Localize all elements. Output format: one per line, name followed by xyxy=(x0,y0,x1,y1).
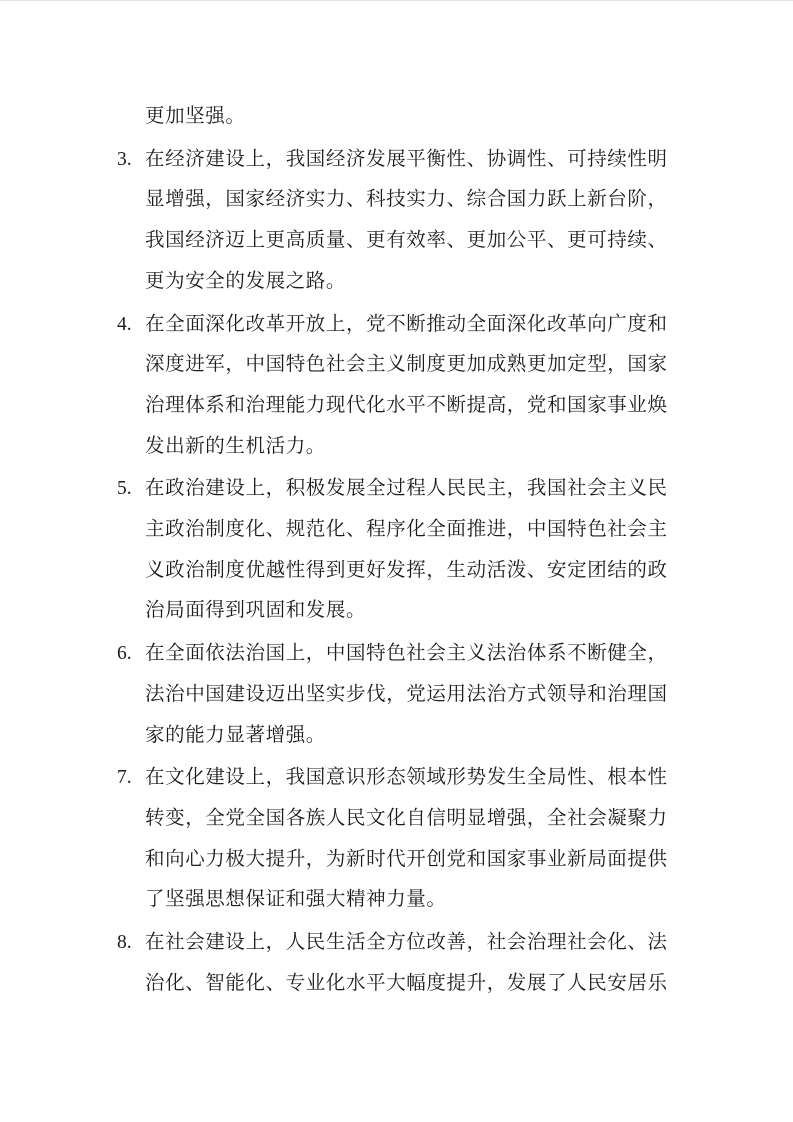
list-item-7 xyxy=(117,758,672,921)
list-item-4 xyxy=(117,305,672,468)
paragraph-continuation: 更加坚强。 xyxy=(145,106,246,127)
list-item-6 xyxy=(117,634,672,756)
list-item-text: 在经济建设上，我国经济发展平衡性、协调性、可持续性明显增强，国家经济实力、科技实力、综合国力跃上新台阶，我国经济迈上更高质量、更有效率、更加公平、更可持续、更为安全的发展之路。 xyxy=(145,148,668,292)
numbered-list xyxy=(117,140,672,1005)
list-item-text: 在全面深化改革开放上，党不断推动全面深化改革向广度和深度进军，中国特色社会主义制度更加成熟更加定型，国家治理体系和治理能力现代化水平不断提高，党和国家事业焕发出新的生机活力。 xyxy=(145,313,668,457)
list-item-number: 4. xyxy=(117,313,132,335)
list-item-number: 5. xyxy=(117,478,132,500)
list-item-number: 3. xyxy=(117,148,132,170)
list-item-text: 在政治建设上，积极发展全过程人民民主，我国社会主义民主政治制度化、规范化、程序化全面推进，中国特色社会主义政治制度优越性得到更好发挥，生动活泼、安定团结的政治局面得到巩固和发展。 xyxy=(145,478,668,622)
list-item-text: 在社会建设上，人民生活全方位改善，社会治理社会化、法治化、智能化、专业化水平大幅度提升，发展了人民安居乐 xyxy=(145,932,668,994)
list-item-8 xyxy=(117,923,672,1004)
list-item-text: 在文化建设上，我国意识形态领域形势发生全局性、根本性转变，全党全国各族人民文化自信明显增强，全社会凝聚力和向心力极大提升，为新时代开创党和国家事业新局面提供了坚强思想保证和强大精神力量。 xyxy=(145,767,668,911)
list-item-number: 8. xyxy=(117,932,132,954)
list-item-text: 在全面依法治国上，中国特色社会主义法治体系不断健全，法治中国建设迈出坚实步伐，党运用法治方式领导和治理国家的能力显著增强。 xyxy=(145,643,668,746)
list-item-number: 6. xyxy=(117,643,132,665)
list-item-number: 7. xyxy=(117,767,132,789)
list-item-3 xyxy=(117,140,672,303)
list-item-5 xyxy=(117,469,672,632)
